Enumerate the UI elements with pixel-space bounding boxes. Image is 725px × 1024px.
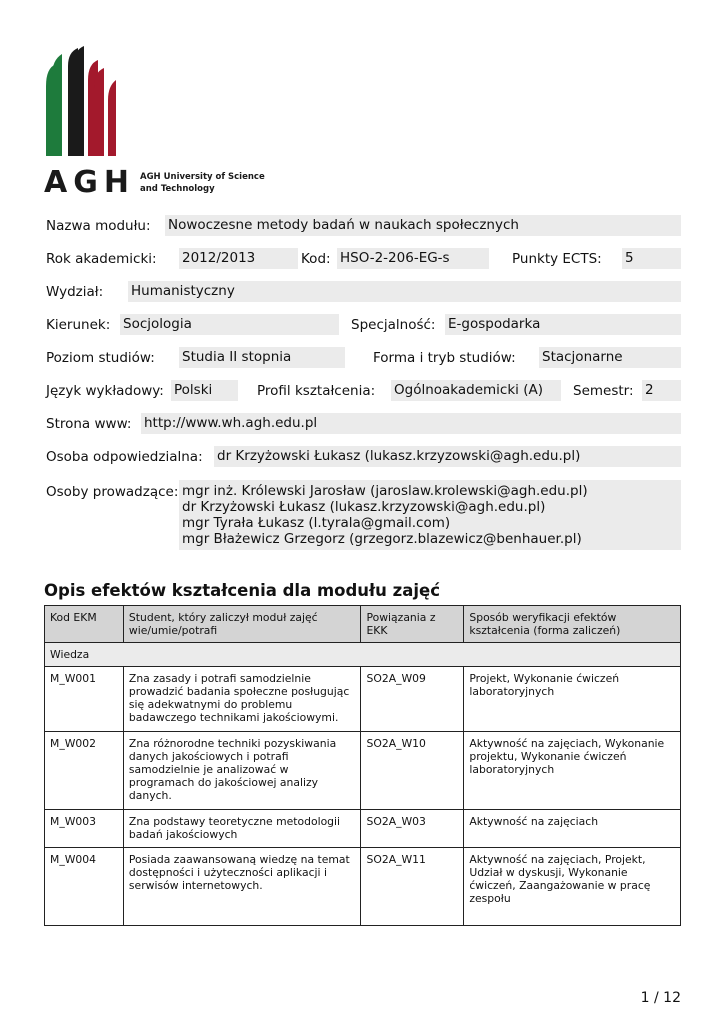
header-sposob: Sposób weryfikacji efektów kształcenia (forma zaliczeń) — [464, 606, 681, 643]
field-wydzial: Humanistyczny — [128, 281, 681, 302]
cell-opis: Zna różnorodne techniki pozyskiwania danych jakościowych i potrafi samodzielnie je analizować w programach do jakościowej analizy danych. — [123, 732, 361, 810]
table-row — [45, 810, 681, 848]
cell-kod: M_W002 — [45, 732, 124, 810]
label-kierunek: Kierunek: — [46, 317, 111, 333]
label-poziom: Poziom studiów: — [46, 350, 155, 366]
effects-table — [44, 605, 681, 926]
svg-text:and Technology: and Technology — [140, 184, 215, 194]
cell-sposob: Projekt, Wykonanie ćwiczeń laboratoryjnych — [464, 667, 681, 732]
label-kod: Kod: — [301, 251, 331, 267]
cell-sposob: Aktywność na zajęciach — [464, 810, 681, 848]
field-kod: HSO-2-206-EG-s — [337, 248, 489, 269]
label-wydzial: Wydział: — [46, 284, 104, 300]
field-poziom: Studia II stopnia — [179, 347, 345, 368]
header-student: Student, który zaliczył moduł zajęć wie/umie/potrafi — [123, 606, 361, 643]
cell-kod: M_W001 — [45, 667, 124, 732]
cell-ekk: SO2A_W09 — [361, 667, 464, 732]
table-group-row — [45, 643, 681, 667]
label-prowadzacy: Osoby prowadzące: — [46, 484, 179, 500]
page-number: 1 / 12 — [640, 990, 681, 1006]
cell-opis: Zna podstawy teoretyczne metodologii badań jakościowych — [123, 810, 361, 848]
label-forma: Forma i tryb studiów: — [373, 350, 516, 366]
label-jezyk: Język wykładowy: — [46, 383, 164, 399]
field-spec: E-gospodarka — [445, 314, 681, 335]
label-www: Strona www: — [46, 416, 132, 432]
label-nazwa: Nazwa modułu: — [46, 218, 151, 234]
table-row — [45, 667, 681, 732]
label-rok: Rok akademicki: — [46, 251, 157, 267]
table-header-row — [45, 606, 681, 643]
label-profil: Profil kształcenia: — [257, 383, 376, 399]
field-rok: 2012/2013 — [179, 248, 298, 269]
table-row — [45, 732, 681, 810]
svg-text:AGH: AGH — [44, 165, 135, 196]
field-osoba: dr Krzyżowski Łukasz (lukasz.krzyzowski@agh.edu.pl) — [214, 446, 681, 467]
field-profil: Ogólnoakademicki (A) — [391, 380, 561, 401]
cell-sposob: Aktywność na zajęciach, Projekt, Udział w dyskusji, Wykonanie ćwiczeń, Zaangażowanie w pracę zespołu — [464, 848, 681, 926]
field-nazwa: Nowoczesne metody badań w naukach społecznych — [165, 215, 681, 236]
prowadzacy-line: mgr inż. Królewski Jarosław (jaroslaw.krolewski@agh.edu.pl) — [182, 483, 588, 499]
group-label: Wiedza — [45, 643, 681, 667]
cell-sposob: Aktywność na zajęciach, Wykonanie projektu, Wykonanie ćwiczeń laboratoryjnych — [464, 732, 681, 810]
label-osoba: Osoba odpowiedzialna: — [46, 449, 203, 465]
agh-logo — [44, 46, 276, 196]
prowadzacy-line: dr Krzyżowski Łukasz (lukasz.krzyzowski@agh.edu.pl) — [182, 499, 546, 515]
field-ects: 5 — [622, 248, 681, 269]
prowadzacy-line: mgr Tyrała Łukasz (l.tyrala@gmail.com) — [182, 515, 451, 531]
cell-kod: M_W004 — [45, 848, 124, 926]
field-forma: Stacjonarne — [539, 347, 681, 368]
label-semestr: Semestr: — [573, 383, 634, 399]
table-row — [45, 848, 681, 926]
cell-ekk: SO2A_W10 — [361, 732, 464, 810]
field-semestr: 2 — [642, 380, 681, 401]
label-ects: Punkty ECTS: — [512, 251, 602, 267]
label-spec: Specjalność: — [351, 317, 436, 333]
cell-opis: Zna zasady i potrafi samodzielnie prowadzić badania społeczne posługując się adekwatnymi do problemu badawczego technikami jakościowymi. — [123, 667, 361, 732]
cell-ekk: SO2A_W11 — [361, 848, 464, 926]
header-kod: Kod EKM — [45, 606, 124, 643]
field-prowadzacy — [179, 480, 681, 550]
cell-opis: Posiada zaawansowaną wiedzę na temat dostępności i użyteczności aplikacji i serwisów internetowych. — [123, 848, 361, 926]
cell-ekk: SO2A_W03 — [361, 810, 464, 848]
svg-text:AGH University of Science: AGH University of Science — [140, 172, 265, 182]
field-jezyk: Polski — [171, 380, 238, 401]
header-powiazania: Powiązania z EKK — [361, 606, 464, 643]
section-title: Opis efektów kształcenia dla modułu zajęć — [44, 581, 441, 600]
field-kierunek: Socjologia — [120, 314, 339, 335]
prowadzacy-line: mgr Błażewicz Grzegorz (grzegorz.blazewicz@benhauer.pl) — [182, 531, 582, 547]
field-www: http://www.wh.agh.edu.pl — [141, 413, 681, 434]
cell-kod: M_W003 — [45, 810, 124, 848]
